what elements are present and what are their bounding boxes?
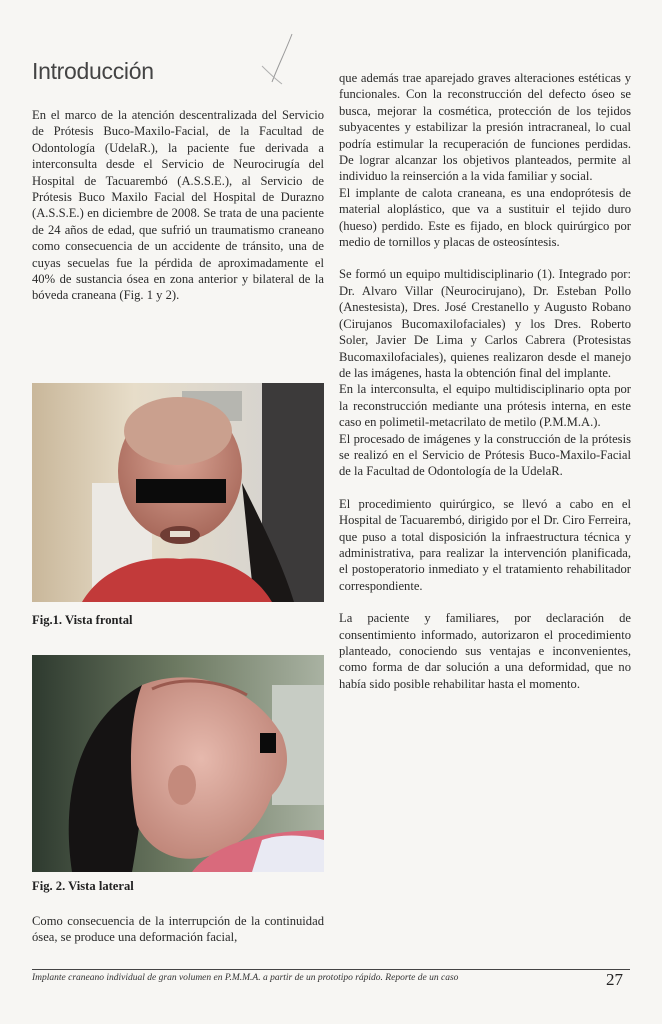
right-column <box>339 70 631 692</box>
paragraph: que además trae aparejado graves alteraciones estéticas y funcionales. Con la reconstrucción del defecto óseo se busca, mejorar la cosmética, protección de los tejidos subyacentes y estabilizar la presión intracraneal, lo cual podría estimular la recuperación de funciones perdidas. De lograr alcanzar los objetivos planteados, permite al individuo la reinserción a la vida familiar y social. <box>339 71 631 184</box>
section-title: Introducción <box>32 58 154 84</box>
paragraph-continuation: Como consecuencia de la interrupción de la continuidad ósea, se produce una deformación facial, <box>32 914 324 945</box>
paragraph: El implante de calota craneana, es una endoprótesis de material aloplástico, que va a sustituir el tejido duro (hueso) perdido. Este es fijado, en block quirúrgico por medio de tornillos y placas de osteosíntesis. <box>339 185 631 250</box>
left-column-continuation <box>32 913 324 946</box>
paragraph: El procesado de imágenes y la construcción de la prótesis se realizó en el Servicio de Prótesis Buco-Maxilo-Facial de la Facultad de Odontología de la UdelaR. <box>339 431 631 479</box>
paragraph: La paciente y familiares, por declaración de consentimiento informado, autorizaron el procedimiento planteado, conociendo sus ventajas e inconvenientes, como forma de dar solución a una deformidad, que no había sido posible rehabilitar hasta el momento. <box>339 611 631 691</box>
figure-1-caption: Fig.1. Vista frontal <box>32 613 133 627</box>
footer-divider <box>32 969 630 970</box>
figure-1-photo <box>32 383 324 602</box>
paragraph: Se formó un equipo multidisciplinario (1). Integrado por: Dr. Alvaro Villar (Neurocirujano), Dr. Esteban Pollo (Anestesista), Dres. José Crestanello y Augusto Robano (Cirujanos Bucomaxilofaciales) y los Dres. Roberto Soler, Javier De Lima y Carlos Cabrera (Protesistas Bucomaxilofaciales), quienes realizaron desde el manejo de las imágenes, hasta la obtención final del implante. <box>339 267 631 380</box>
left-column <box>32 58 324 304</box>
paragraph: El procedimiento quirúrgico, se llevó a cabo en el Hospital de Tacuarembó, dirigido por el Dr. Ciro Ferreira, que puso a total disposición la infraestructura técnica y administrativa, para realizar la intervención planificada, el postoperatorio inmediato y el tratamiento rehabilitador correspondiente. <box>339 496 631 593</box>
intro-paragraph: En el marco de la atención descentralizada del Servicio de Prótesis Buco-Maxilo-Facial, de la Facultad de Odontología (UdelaR.), la paciente fue derivada a interconsulta desde el Servicio de Neurocirugía del Hospital de Tacuarembó (A.S.S.E.), al Servicio de Prótesis Buco Maxilo Facial del Hospital de Durazno (A.S.S.E.) en diciembre de 2008. Se trata de una paciente de 24 años de edad, que sufrió un traumatismo craneano como consecuencia de un accidente de tránsito, una de cuyas secuelas fue la pérdida de aproximadamente el 40% de sustancia ósea en zona anterior y bilateral de la bóveda craneana (Fig. 1 y 2). <box>32 108 324 303</box>
running-footer-title: Implante craneano individual de gran volumen en P.M.M.A. a partir de un prototipo rápido. Reporte de un caso <box>32 973 459 983</box>
page-number: 27 <box>606 970 623 989</box>
paragraph: En la interconsulta, el equipo multidisciplinario opta por la reconstrucción mediante una prótesis interna, en este caso en polimetil-metacrilato de metilo (P.M.M.A.). <box>339 382 631 430</box>
figure-2-photo <box>32 655 324 872</box>
figure-2-caption: Fig. 2. Vista lateral <box>32 879 134 893</box>
